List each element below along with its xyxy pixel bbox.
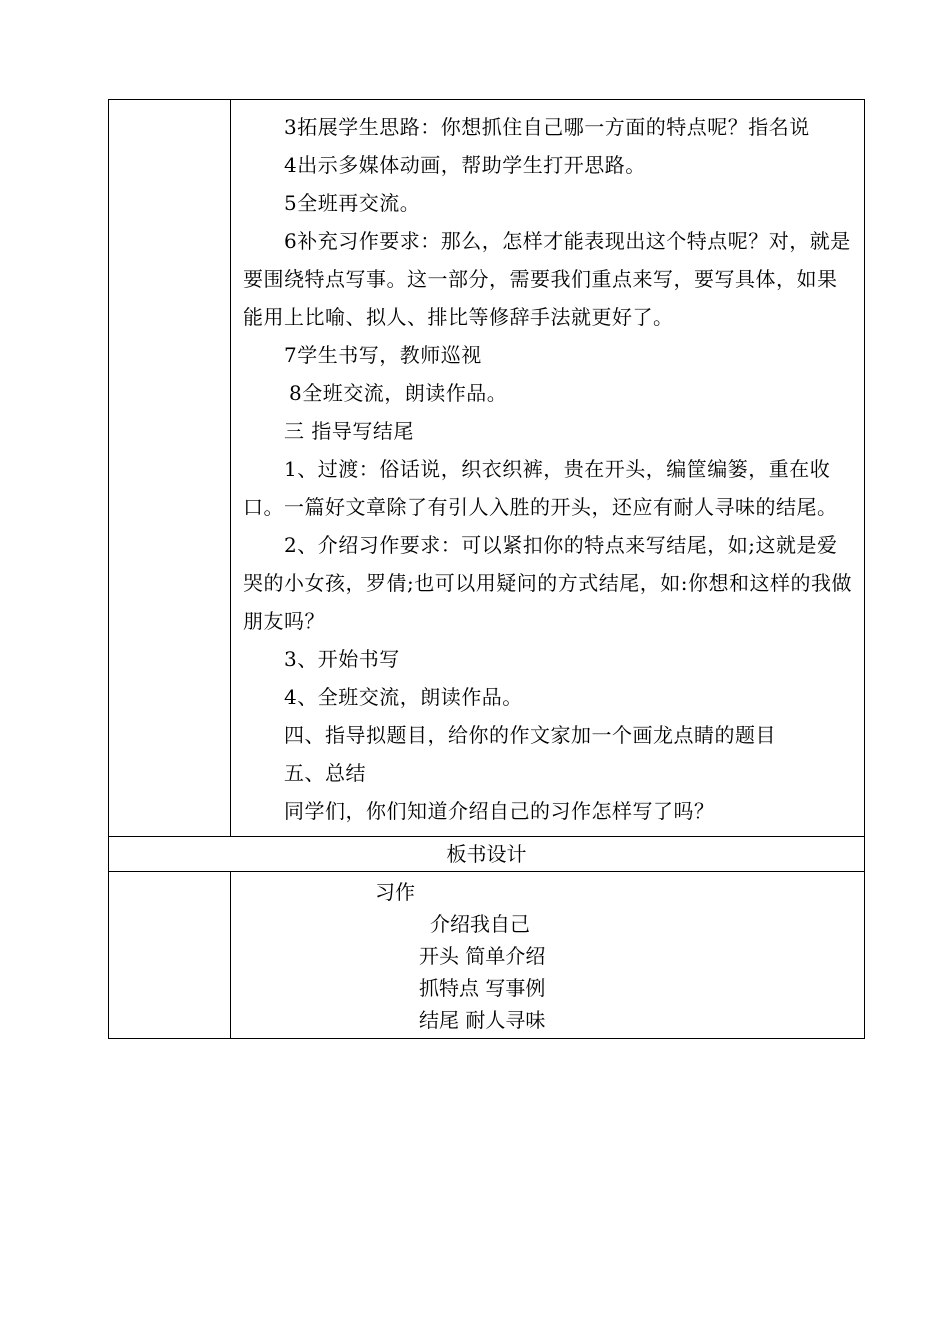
process-left-cell (109, 100, 231, 836)
board-heading: 板书设计 (446, 842, 527, 866)
board-heading-row (109, 836, 864, 871)
process-line: 6补充习作要求：那么，怎样才能表现出这个特点呢？对，就是要围绕特点写事。这一部分，需要我们重点来写，要写具体，如果能用上比喻、拟人、排比等修辞手法就更好了。 (243, 229, 851, 329)
process-line: 4、全班交流，朗读作品。 (284, 685, 523, 709)
board-left-cell (109, 872, 231, 1038)
process-line: 7学生书写，教师巡视 (284, 343, 482, 367)
board-row (109, 871, 864, 1038)
process-line: 3、开始书写 (284, 647, 400, 671)
process-line: 8全班交流，朗读作品。 (289, 381, 508, 405)
process-line: 1、过渡：俗话说，织衣织裤，贵在开头，编筐编篓，重在收口。一篇好文章除了有引人入胜的开头，还应有耐人寻味的结尾。 (243, 457, 838, 519)
process-line: 3拓展学生思路：你想抓住自己哪一方面的特点呢？指名说 (284, 115, 810, 139)
process-row (109, 100, 864, 836)
process-line: 五、总结 (284, 761, 366, 785)
board-subtitle: 介绍我自己 (430, 912, 530, 936)
board-item: 结尾 耐人寻味 (419, 1008, 546, 1032)
board-item: 开头 简单介绍 (419, 944, 546, 968)
process-line: 同学们，你们知道介绍自己的习作怎样写了吗？ (284, 799, 715, 823)
process-content-cell (231, 100, 864, 836)
process-line: 4出示多媒体动画，帮助学生打开思路。 (284, 153, 646, 177)
board-item: 抓特点 写事例 (419, 976, 546, 1000)
process-line: 2、介绍习作要求：可以紧扣你的特点来写结尾，如;这就是爱哭的小女孩，罗倩;也可以用疑问的方式结尾，如:你想和这样的我做朋友吗？ (243, 533, 852, 633)
board-title: 习作 (375, 880, 415, 904)
board-content-cell (231, 872, 864, 1038)
process-line: 三 指导写结尾 (284, 419, 414, 443)
process-line: 5全班再交流。 (284, 191, 421, 215)
process-line: 四、指导拟题目，给你的作文家加一个画龙点睛的题目 (284, 723, 776, 747)
lesson-table (108, 99, 865, 1039)
